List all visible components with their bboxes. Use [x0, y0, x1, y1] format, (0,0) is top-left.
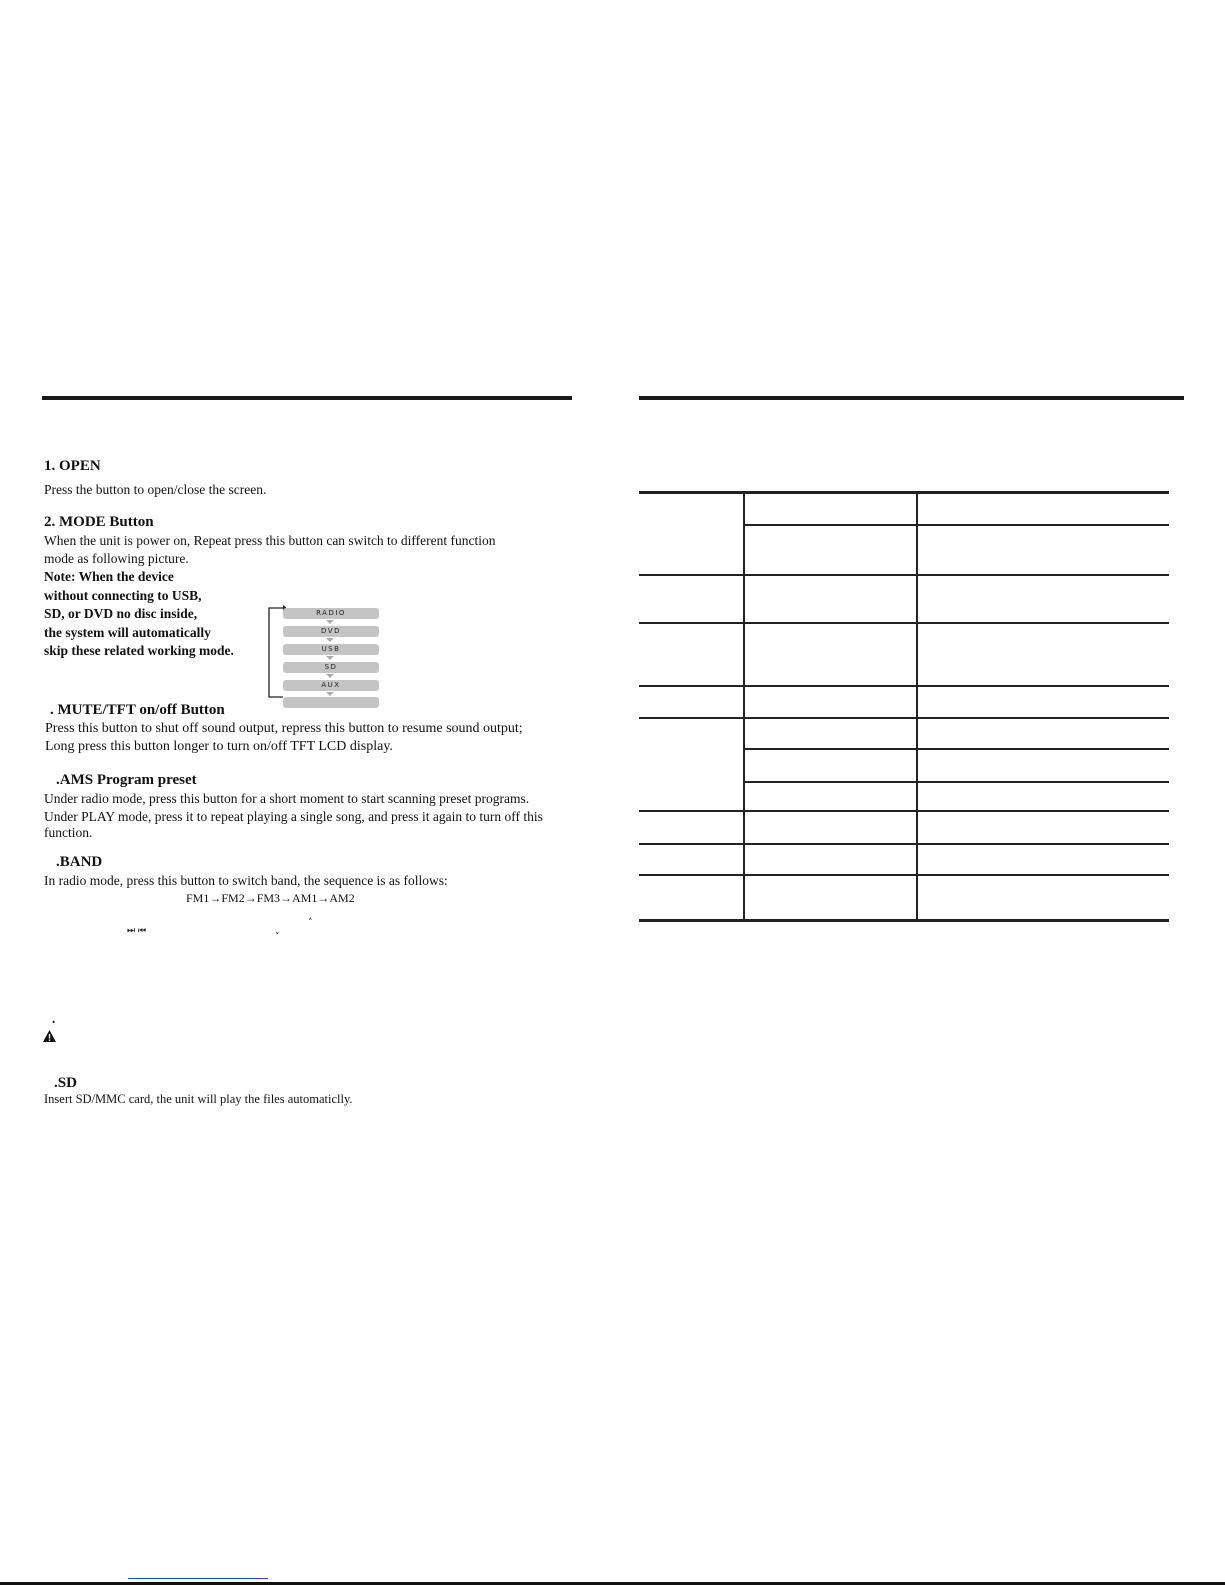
- section-mode-line2: mode as following picture.: [44, 551, 189, 566]
- section-ams-line2: Under PLAY mode, press it to repeat playing a single song, and press it again to turn off this: [44, 809, 543, 824]
- mode-radio: RADIO: [283, 608, 379, 619]
- table-column-line: [916, 491, 918, 921]
- warning-icon: [42, 1029, 57, 1043]
- table-row-line: [639, 685, 1169, 687]
- mode-dvd: DVD: [283, 626, 379, 637]
- section-mode-title: 2. MODE Button: [44, 514, 154, 530]
- section-mute-title: . MUTE/TFT on/off Button: [50, 702, 225, 718]
- down-arrow-icon: [326, 620, 334, 624]
- table-column-line: [743, 491, 745, 921]
- section-band-title: .BAND: [56, 854, 103, 870]
- section-sd-text: Insert SD/MMC card, the unit will play the files automaticlly.: [44, 1092, 353, 1106]
- table-top-border: [639, 491, 1169, 494]
- section-band-line1: In radio mode, press this button to switch band, the sequence is as follows:: [44, 873, 448, 888]
- down-arrow-icon: [326, 656, 334, 660]
- mode-note-line: skip these related working mode.: [44, 643, 234, 658]
- mode-note-line: Note: When the device: [44, 569, 174, 584]
- table-row-line: [745, 524, 1169, 526]
- mode-aux: AUX: [283, 680, 379, 691]
- section-mode-line1: When the unit is power on, Repeat press this button can switch to different function: [44, 533, 496, 548]
- section-open-title: 1. OPEN: [44, 458, 101, 474]
- mode-note-line: without connecting to USB,: [44, 587, 202, 603]
- left-page-top-rule: [42, 396, 572, 400]
- table-row-line: [639, 810, 1169, 812]
- section-mute-line1: Press this button to shut off sound output, repress this button to resume sound output;: [45, 721, 523, 736]
- table-row-line: [745, 781, 1169, 783]
- table-row-line: [639, 574, 1169, 576]
- mode-usb: USB: [283, 644, 379, 655]
- mode-note-line: SD, or DVD no disc inside,: [44, 606, 198, 621]
- mode-note: [44, 568, 234, 661]
- caret-up-icon: ˄: [308, 918, 313, 928]
- caret-down-icon: ˅: [275, 932, 280, 942]
- section-mute-line2: Long press this button longer to turn on/off TFT LCD display.: [45, 739, 393, 754]
- stray-dot: .: [52, 1011, 56, 1026]
- mode-blank: [283, 697, 379, 708]
- section-ams-line1: Under radio mode, press this button for a short moment to start scanning preset programs.: [44, 791, 530, 806]
- footer-link-underline: [128, 1578, 268, 1579]
- down-arrow-icon: [326, 674, 334, 678]
- section-sd-title: .SD: [54, 1075, 77, 1091]
- next-prev-icon: ⏭ ⏮: [127, 926, 147, 936]
- mode-loop-connector: [264, 605, 286, 705]
- band-sequence: FM1→FM2→FM3→AM1→AM2: [186, 891, 355, 905]
- table-row-line: [745, 748, 1169, 750]
- table-bottom-border: [639, 919, 1169, 922]
- down-arrow-icon: [326, 638, 334, 642]
- table-row-line: [639, 843, 1169, 845]
- mode-note-line: the system will automatically: [44, 624, 211, 640]
- table-row-line: [639, 622, 1169, 624]
- table-row-line: [639, 717, 1169, 719]
- section-ams-title: .AMS Program preset: [56, 772, 197, 788]
- section-open-text: Press the button to open/close the screen.: [44, 482, 267, 497]
- right-page-top-rule: [639, 396, 1184, 400]
- down-arrow-icon: [326, 692, 334, 696]
- mode-sd: SD: [283, 662, 379, 673]
- table-row-line: [639, 874, 1169, 876]
- section-ams-line3: function.: [44, 825, 93, 840]
